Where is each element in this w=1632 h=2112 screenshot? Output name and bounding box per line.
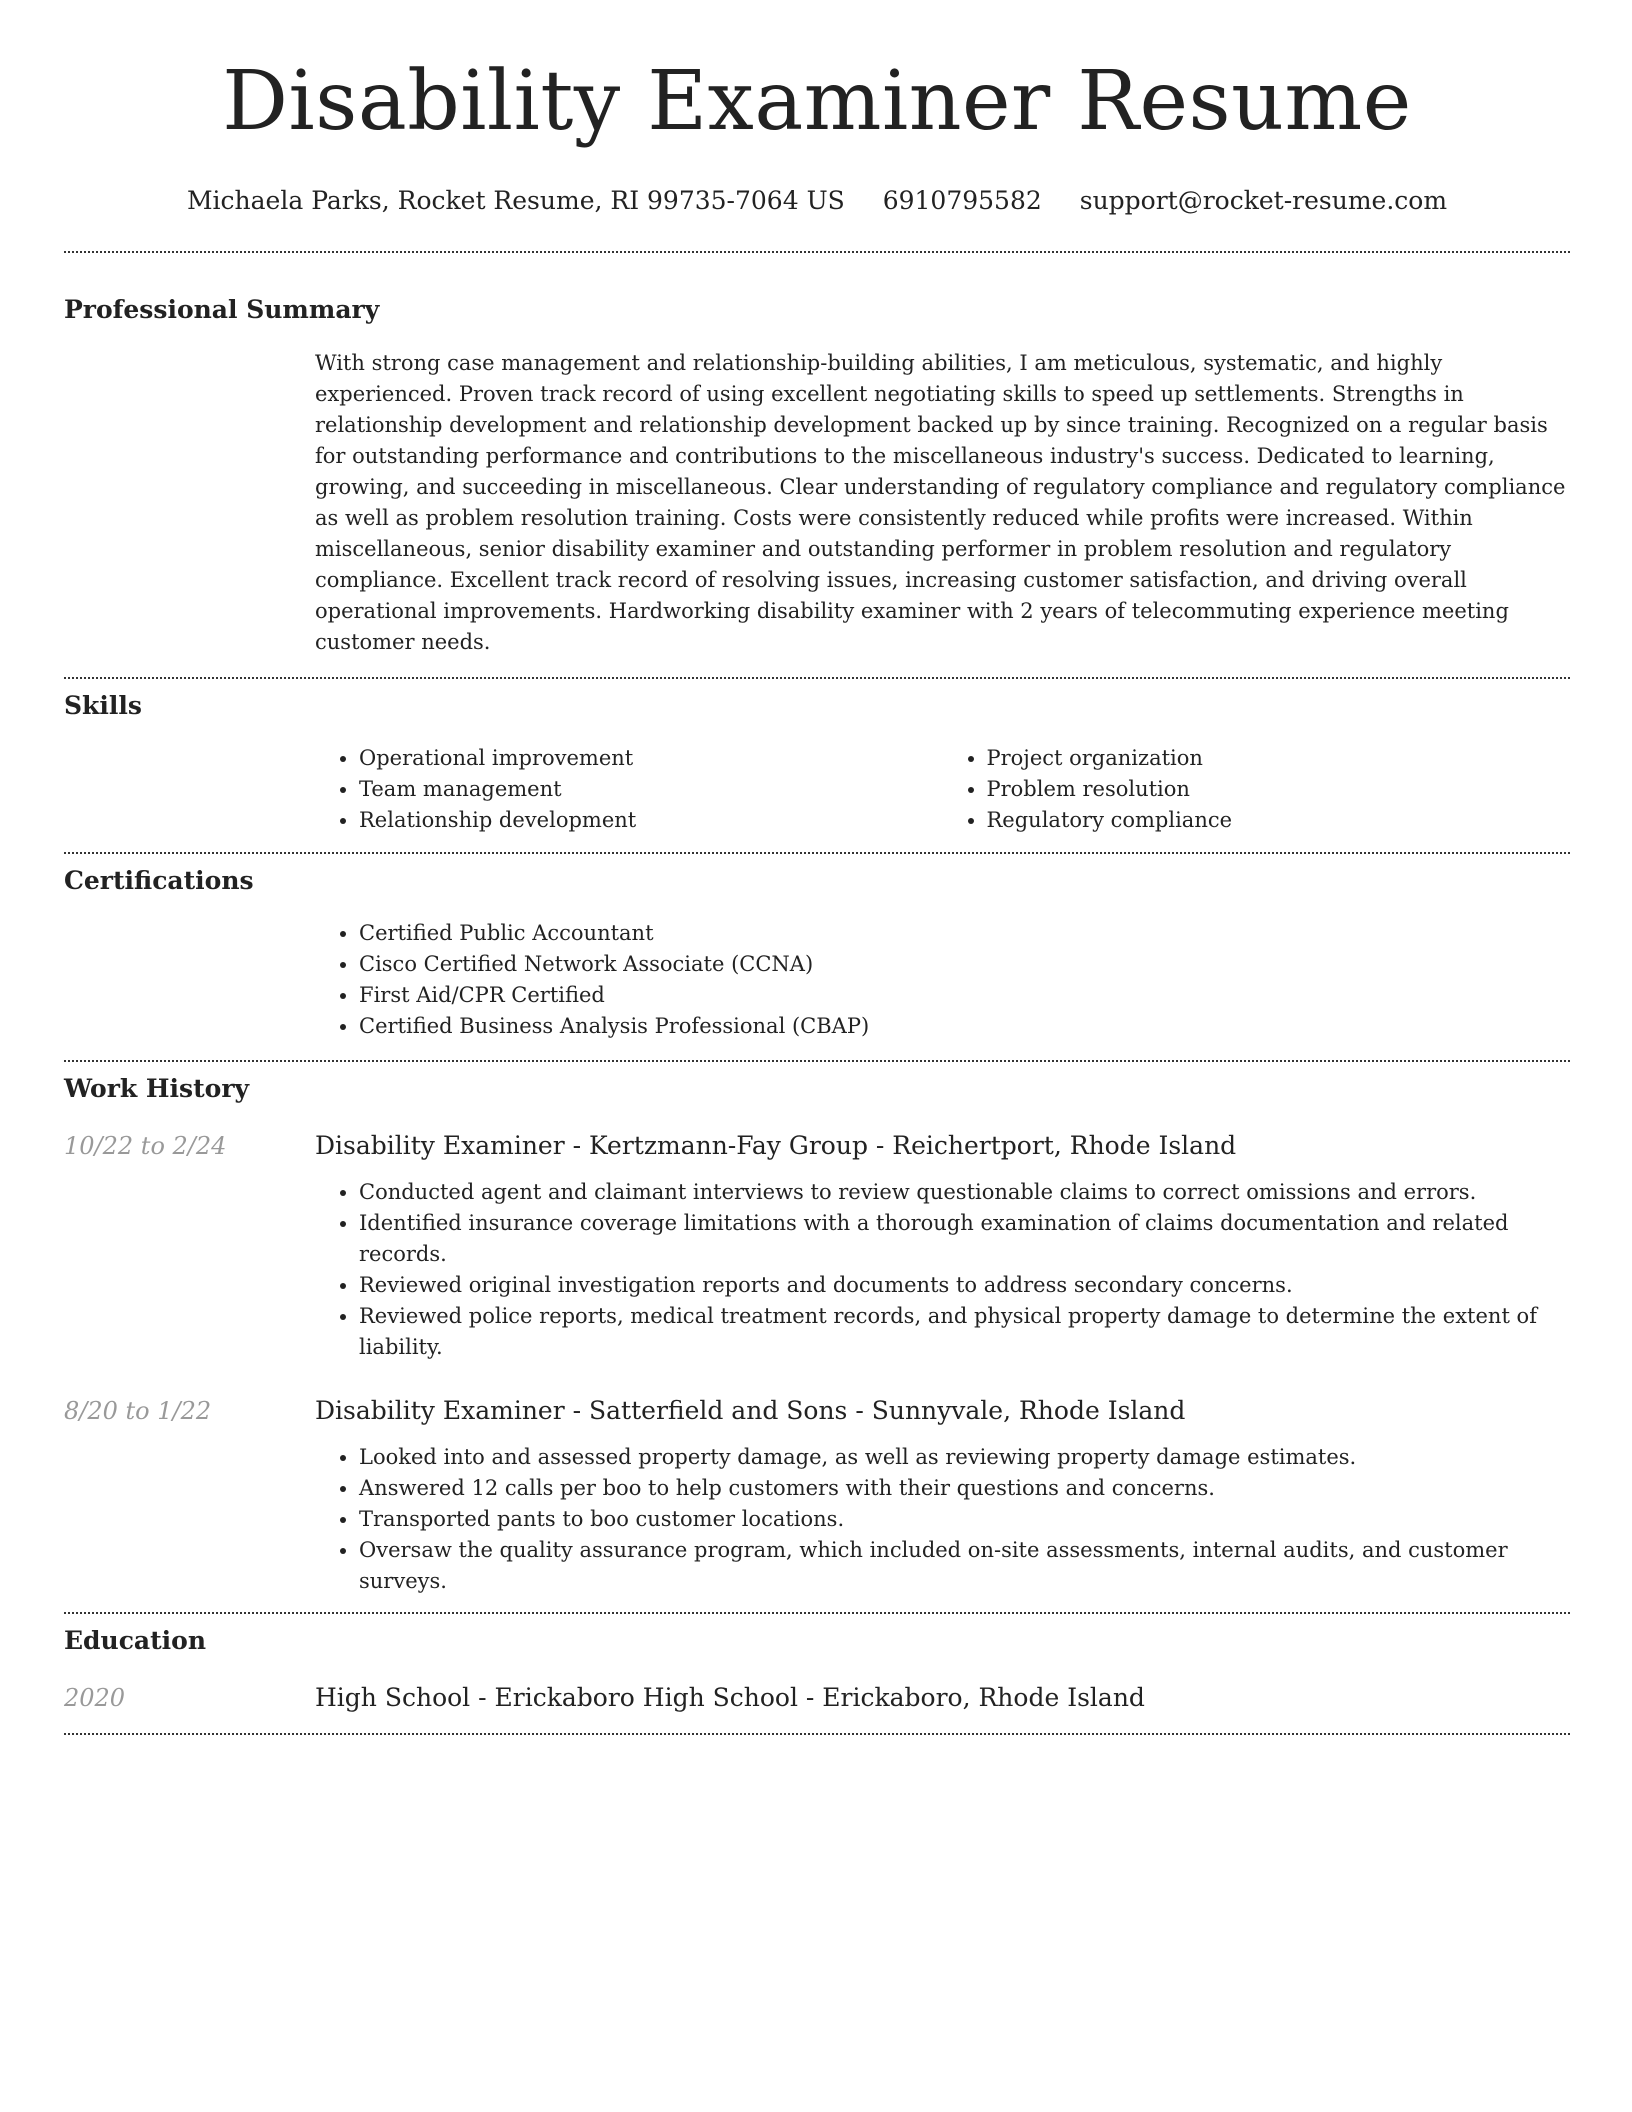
skill-item: • Relationship development <box>359 805 943 836</box>
certification-item: • Certified Business Analysis Professional (CBAP) <box>359 1011 1570 1042</box>
page-title: Disability Examiner Resume <box>222 54 1412 149</box>
education-entry <box>64 1683 1570 1713</box>
job-entry <box>64 1131 1570 1363</box>
section-divider <box>64 1733 1570 1735</box>
certifications-content <box>315 918 1570 1042</box>
summary-section <box>64 295 1570 658</box>
skill-item: • Operational improvement <box>359 743 943 774</box>
job-bullet: • Reviewed police reports, medical treatment records, and physical property damage to determine the extent of liability. <box>359 1301 1570 1363</box>
job-bullet: • Answered 12 calls per boo to help customers with their questions and concerns. <box>359 1473 1570 1504</box>
job-entry <box>64 1396 1570 1597</box>
job-dates: 8/20 to 1/22 <box>64 1397 212 1425</box>
education-heading: Education <box>64 1626 207 1655</box>
certifications-list <box>315 918 1570 1042</box>
job-dates: 10/22 to 2/24 <box>64 1132 227 1160</box>
skills-grid <box>315 743 1570 836</box>
certification-item: • Cisco Certified Network Associate (CCNA) <box>359 949 1570 980</box>
contact-line <box>64 186 1570 216</box>
job-bullet: • Reviewed original investigation reports and documents to address secondary concerns. <box>359 1270 1570 1301</box>
contact-email: support@rocket-resume.com <box>1079 186 1448 215</box>
skills-list-right <box>943 743 1571 836</box>
work-heading: Work History <box>64 1074 250 1103</box>
resume-page <box>64 0 1570 1735</box>
job-bullets <box>315 1177 1570 1363</box>
job-bullet: • Looked into and assessed property damage, as well as reviewing property damage estimates. <box>359 1442 1570 1473</box>
job-duties <box>315 1177 1570 1363</box>
skill-item: • Team management <box>359 774 943 805</box>
job-bullets <box>315 1442 1570 1597</box>
skills-list-left <box>315 743 943 836</box>
certifications-section <box>64 866 1570 1042</box>
contact-phone: 6910795582 <box>882 186 1042 215</box>
job-duties <box>315 1442 1570 1597</box>
section-divider <box>64 1612 1570 1614</box>
section-divider <box>64 251 1570 253</box>
skills-section <box>64 691 1570 836</box>
education-year: 2020 <box>64 1684 126 1712</box>
job-header <box>64 1131 1570 1161</box>
job-title: Disability Examiner - Kertzmann-Fay Group - Reichertport, Rhode Island <box>315 1131 1237 1160</box>
section-divider <box>64 1060 1570 1062</box>
job-bullet: • Transported pants to boo customer locations. <box>359 1504 1570 1535</box>
job-bullet: • Oversaw the quality assurance program, which included on-site assessments, internal audits, and customer surveys. <box>359 1535 1570 1597</box>
certifications-heading: Certifications <box>64 866 254 895</box>
job-bullet: • Identified insurance coverage limitations with a thorough examination of claims documentation and related records. <box>359 1208 1570 1270</box>
skill-item: • Problem resolution <box>987 774 1571 805</box>
education-section <box>64 1626 1570 1713</box>
skill-item: • Regulatory compliance <box>987 805 1571 836</box>
section-divider <box>64 852 1570 854</box>
job-bullet: • Conducted agent and claimant interviews to review questionable claims to correct omissions and errors. <box>359 1177 1570 1208</box>
certification-item: • Certified Public Accountant <box>359 918 1570 949</box>
job-header <box>64 1396 1570 1426</box>
education-title: High School - Erickaboro High School - Erickaboro, Rhode Island <box>315 1683 1145 1712</box>
contact-address: Michaela Parks, Rocket Resume, RI 99735-7064 US <box>186 186 845 215</box>
job-title: Disability Examiner - Satterfield and Sons - Sunnyvale, Rhode Island <box>315 1396 1186 1425</box>
skill-item: • Project organization <box>987 743 1571 774</box>
summary-text: With strong case management and relationship-building abilities, I am meticulous, systematic, and highly experienced. Proven track record of using excellent negotiating skills to speed up settlements. Strengths in relationship development and relationship development backed up by since training. Recognized on a regular basis for outstanding performance and contributions to the miscellaneous industry's success. Dedicated to learning, growing, and succeeding in miscellaneous. Clear understanding of regulatory compliance and regulatory compliance as well as problem resolution training. Costs were consistently reduced while profits were increased. Within miscellaneous, senior disability examiner and outstanding performer in problem resolution and regulatory compliance. Excellent track record of resolving issues, increasing customer satisfaction, and driving overall operational improvements. Hardworking disability examiner with 2 years of telecommuting experience meeting customer needs. <box>315 351 1566 654</box>
work-section <box>64 1074 1570 1597</box>
certification-item: • First Aid/CPR Certified <box>359 980 1570 1011</box>
skills-heading: Skills <box>64 691 142 720</box>
summary-heading: Professional Summary <box>64 295 380 324</box>
section-divider <box>64 677 1570 679</box>
